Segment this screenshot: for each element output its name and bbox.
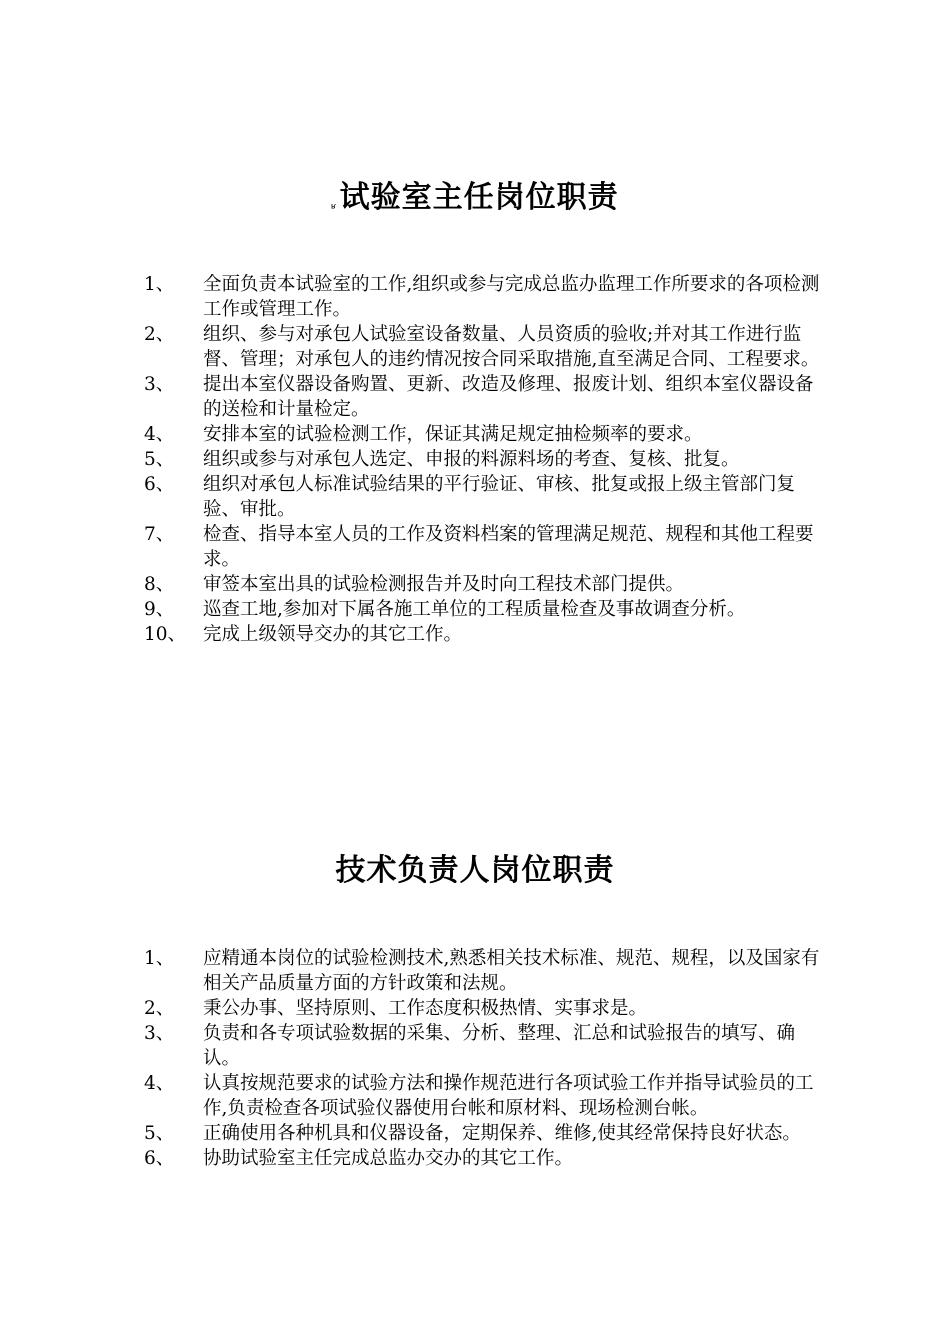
duty-item	[0, 272, 950, 322]
item-number: 6、	[144, 1148, 175, 1169]
duty-list	[0, 272, 950, 647]
item-text: 协助试验室主任完成总监办交办的其它工作。	[203, 1148, 574, 1169]
duty-item	[0, 422, 950, 447]
duty-item	[0, 447, 950, 472]
item-number: 10、	[144, 624, 187, 645]
section-lab-director	[0, 180, 950, 227]
item-text: 应精通本岗位的试验检测技术,熟悉相关技术标准、规范、规程，以及国家有相关产品质量方面的方针政策和法规。	[203, 948, 820, 994]
duty-item	[0, 472, 950, 522]
duty-item	[0, 1121, 950, 1146]
duty-item	[0, 597, 950, 622]
item-number: 5、	[144, 449, 175, 470]
item-text: 审签本室出具的试验检测报告并及时向工程技术部门提供。	[203, 574, 685, 595]
duty-item	[0, 946, 950, 996]
item-text: 秉公办事、坚持原则、工作态度积极热情、实事求是。	[203, 998, 648, 1019]
section-title-text: 试验室主任岗位职责	[339, 180, 619, 215]
item-number: 8、	[144, 574, 175, 595]
item-text: 提出本室仪器设备购置、更新、改造及修理、报废计划、组织本室仪器设备的送检和计量检定。	[203, 374, 814, 420]
item-text: 组织、参与对承包人试验室设备数量、人员资质的验收;并对其工作进行监督、管理；对承包人的违约情况按合同采取措施,直至满足合同、工程要求。	[203, 324, 820, 370]
duty-item	[0, 1071, 950, 1121]
duty-item	[0, 622, 950, 647]
item-text: 组织或参与对承包人选定、申报的料源料场的考查、复核、批复。	[203, 449, 740, 470]
item-text: 组织对承包人标准试验结果的平行验证、审核、批复或报上级主管部门复验、审批。	[203, 474, 796, 520]
item-text: 全面负责本试验室的工作,组织或参与完成总监办监理工作所要求的各项检测工作或管理工作。	[203, 274, 820, 320]
section-title: 技术负责人岗位职责	[335, 853, 615, 888]
item-text: 认真按规范要求的试验方法和操作规范进行各项试验工作并指导试验员的工作,负责检查各项试验仪器使用台帐和原材料、现场检测台帐。	[203, 1073, 814, 1119]
item-text: 完成上级领导交办的其它工作。	[203, 624, 463, 645]
item-text: 负责和各专项试验数据的采集、分析、整理、汇总和试验报告的填写、确认。	[203, 1023, 796, 1069]
duty-item	[0, 572, 950, 597]
item-text: 检查、指导本室人员的工作及资料档案的管理满足规范、规程和其他工程要求。	[203, 524, 814, 570]
duty-item	[0, 1021, 950, 1071]
duty-item	[0, 372, 950, 422]
item-number: 5、	[144, 1123, 175, 1144]
duty-list	[0, 946, 950, 1171]
item-number: 3、	[144, 1023, 175, 1044]
duty-item	[0, 322, 950, 372]
item-number: 9、	[144, 599, 175, 620]
title-mark: ʶ	[331, 201, 338, 217]
item-number: 7、	[144, 524, 175, 545]
item-number: 3、	[144, 374, 175, 395]
item-number: 2、	[144, 324, 175, 345]
item-number: 1、	[144, 274, 175, 295]
item-number: 4、	[144, 1073, 175, 1094]
item-number: 4、	[144, 424, 175, 445]
item-text: 正确使用各种机具和仪器设备，定期保养、维修,使其经常保持良好状态。	[203, 1123, 801, 1144]
item-number: 6、	[144, 474, 175, 495]
section-technical-lead	[0, 853, 950, 889]
item-number: 1、	[144, 948, 175, 969]
item-text: 巡查工地,参加对下属各施工单位的工程质量检查及事故调查分析。	[203, 599, 746, 620]
item-text: 安排本室的试验检测工作，保证其满足规定抽检频率的要求。	[203, 424, 703, 445]
section-title	[0, 180, 950, 227]
duty-item	[0, 996, 950, 1021]
item-number: 2、	[144, 998, 175, 1019]
duty-item	[0, 522, 950, 572]
duty-item	[0, 1146, 950, 1171]
